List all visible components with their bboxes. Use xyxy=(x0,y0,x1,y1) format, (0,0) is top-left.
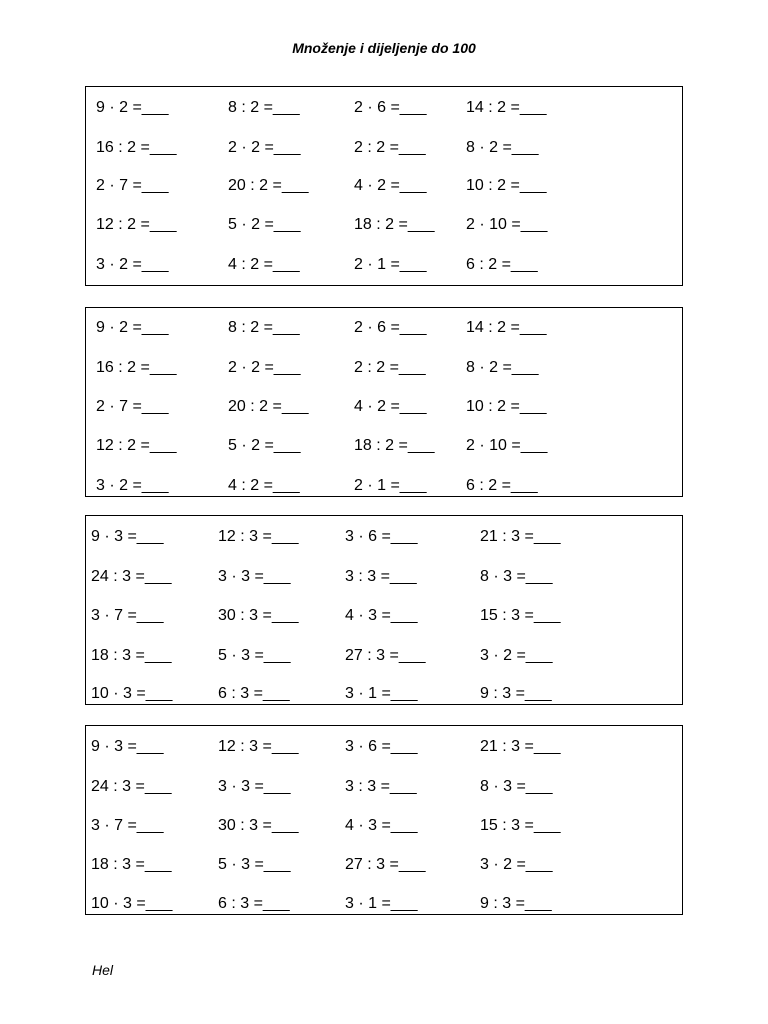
math-problem: 3 · 2 =___ xyxy=(96,256,169,273)
exercise-box-2 xyxy=(85,307,683,497)
math-problem: 2 · 6 =___ xyxy=(354,319,427,336)
math-problem: 8 · 2 =___ xyxy=(466,359,539,376)
math-problem: 9 · 3 =___ xyxy=(91,738,164,755)
math-problem: 15 : 3 =___ xyxy=(480,817,561,834)
math-problem: 3 · 1 =___ xyxy=(345,895,418,912)
math-problem: 2 : 2 =___ xyxy=(354,359,426,376)
problem-row xyxy=(86,476,682,496)
problem-row xyxy=(86,894,682,914)
math-problem: 8 · 3 =___ xyxy=(480,568,553,585)
math-problem: 20 : 2 =___ xyxy=(228,177,309,194)
math-problem: 2 · 6 =___ xyxy=(354,99,427,116)
math-problem: 3 : 3 =___ xyxy=(345,778,417,795)
math-problem: 3 · 3 =___ xyxy=(218,778,291,795)
math-problem: 3 · 1 =___ xyxy=(345,685,418,702)
math-problem: 3 · 7 =___ xyxy=(91,607,164,624)
math-problem: 8 · 2 =___ xyxy=(466,139,539,156)
math-problem: 10 : 2 =___ xyxy=(466,177,547,194)
math-problem: 4 : 2 =___ xyxy=(228,477,300,494)
math-problem: 9 · 2 =___ xyxy=(96,99,169,116)
math-problem: 10 : 2 =___ xyxy=(466,398,547,415)
math-problem: 8 : 2 =___ xyxy=(228,319,300,336)
math-problem: 27 : 3 =___ xyxy=(345,647,426,664)
math-problem: 9 : 3 =___ xyxy=(480,895,552,912)
math-problem: 12 : 3 =___ xyxy=(218,738,299,755)
math-problem: 6 : 2 =___ xyxy=(466,477,538,494)
math-problem: 2 : 2 =___ xyxy=(354,139,426,156)
problem-row xyxy=(86,176,682,196)
math-problem: 18 : 2 =___ xyxy=(354,216,435,233)
math-problem: 4 : 2 =___ xyxy=(228,256,300,273)
math-problem: 14 : 2 =___ xyxy=(466,319,547,336)
math-problem: 20 : 2 =___ xyxy=(228,398,309,415)
math-problem: 3 · 7 =___ xyxy=(91,817,164,834)
math-problem: 3 · 2 =___ xyxy=(480,647,553,664)
math-problem: 6 : 3 =___ xyxy=(218,685,290,702)
math-problem: 2 · 2 =___ xyxy=(228,139,301,156)
math-problem: 8 · 3 =___ xyxy=(480,778,553,795)
math-problem: 24 : 3 =___ xyxy=(91,568,172,585)
math-problem: 18 : 3 =___ xyxy=(91,647,172,664)
math-problem: 2 · 10 =___ xyxy=(466,216,548,233)
math-problem: 3 · 6 =___ xyxy=(345,738,418,755)
page-title: Množenje i dijeljenje do 100 xyxy=(292,40,476,56)
math-problem: 21 : 3 =___ xyxy=(480,738,561,755)
problem-row xyxy=(86,215,682,235)
math-problem: 3 · 2 =___ xyxy=(480,856,553,873)
math-problem: 24 : 3 =___ xyxy=(91,778,172,795)
math-problem: 5 · 2 =___ xyxy=(228,216,301,233)
math-problem: 16 : 2 =___ xyxy=(96,359,177,376)
math-problem: 2 · 7 =___ xyxy=(96,177,169,194)
problem-row xyxy=(86,855,682,875)
problem-row xyxy=(86,646,682,666)
math-problem: 3 · 2 =___ xyxy=(96,477,169,494)
math-problem: 21 : 3 =___ xyxy=(480,528,561,545)
math-problem: 4 · 2 =___ xyxy=(354,177,427,194)
exercise-box-1 xyxy=(85,86,683,286)
exercise-box-3 xyxy=(85,515,683,705)
problem-row xyxy=(86,358,682,378)
math-problem: 6 : 3 =___ xyxy=(218,895,290,912)
math-problem: 2 · 10 =___ xyxy=(466,437,548,454)
problem-row xyxy=(86,567,682,587)
math-problem: 2 · 1 =___ xyxy=(354,477,427,494)
math-problem: 2 · 1 =___ xyxy=(354,256,427,273)
math-problem: 2 · 7 =___ xyxy=(96,398,169,415)
math-problem: 4 · 3 =___ xyxy=(345,607,418,624)
math-problem: 16 : 2 =___ xyxy=(96,139,177,156)
math-problem: 5 · 2 =___ xyxy=(228,437,301,454)
math-problem: 4 · 2 =___ xyxy=(354,398,427,415)
math-problem: 9 : 3 =___ xyxy=(480,685,552,702)
math-problem: 15 : 3 =___ xyxy=(480,607,561,624)
problem-row xyxy=(86,777,682,797)
problem-row xyxy=(86,436,682,456)
problem-row xyxy=(86,255,682,275)
math-problem: 4 · 3 =___ xyxy=(345,817,418,834)
math-problem: 18 : 3 =___ xyxy=(91,856,172,873)
problem-row xyxy=(86,684,682,704)
problem-row xyxy=(86,138,682,158)
math-problem: 3 · 3 =___ xyxy=(218,568,291,585)
math-problem: 3 · 6 =___ xyxy=(345,528,418,545)
math-problem: 30 : 3 =___ xyxy=(218,607,299,624)
exercise-box-4 xyxy=(85,725,683,915)
math-problem: 18 : 2 =___ xyxy=(354,437,435,454)
math-problem: 10 · 3 =___ xyxy=(91,895,173,912)
math-problem: 9 · 2 =___ xyxy=(96,319,169,336)
problem-row xyxy=(86,527,682,547)
math-problem: 8 : 2 =___ xyxy=(228,99,300,116)
math-problem: 3 : 3 =___ xyxy=(345,568,417,585)
math-problem: 12 : 2 =___ xyxy=(96,216,177,233)
footer-note: Hel xyxy=(92,962,114,978)
math-problem: 10 · 3 =___ xyxy=(91,685,173,702)
math-problem: 12 : 2 =___ xyxy=(96,437,177,454)
math-problem: 9 · 3 =___ xyxy=(91,528,164,545)
problem-row xyxy=(86,816,682,836)
math-problem: 30 : 3 =___ xyxy=(218,817,299,834)
problem-row xyxy=(86,606,682,626)
problem-row xyxy=(86,318,682,338)
problem-row xyxy=(86,737,682,757)
problem-row xyxy=(86,98,682,118)
math-problem: 2 · 2 =___ xyxy=(228,359,301,376)
math-problem: 5 · 3 =___ xyxy=(218,856,291,873)
math-problem: 14 : 2 =___ xyxy=(466,99,547,116)
math-problem: 12 : 3 =___ xyxy=(218,528,299,545)
math-problem: 27 : 3 =___ xyxy=(345,856,426,873)
problem-row xyxy=(86,397,682,417)
math-problem: 6 : 2 =___ xyxy=(466,256,538,273)
math-problem: 5 · 3 =___ xyxy=(218,647,291,664)
